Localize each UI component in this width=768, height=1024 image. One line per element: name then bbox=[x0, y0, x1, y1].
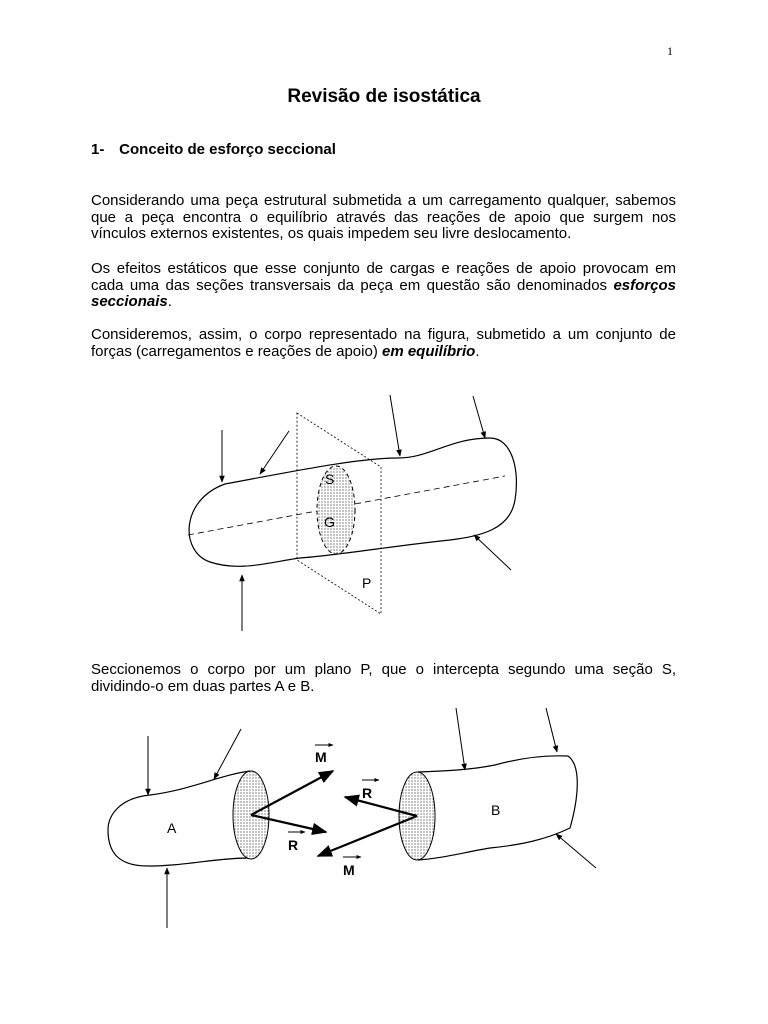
load-arrow bbox=[214, 729, 241, 779]
section-title: Conceito de esforço seccional bbox=[119, 141, 336, 158]
emphasis-term: em equilíbrio bbox=[381, 342, 476, 360]
page-number: 1 bbox=[667, 44, 673, 58]
figure-body-with-plane bbox=[188, 395, 516, 631]
load-arrow bbox=[546, 708, 557, 752]
part-a-label: A bbox=[167, 820, 177, 836]
paragraph-section-cut: Seccionemos o corpo por um plano P, que o intercepta segundo uma seção S, dividindo-o em duas partes A e B. bbox=[91, 661, 676, 695]
paragraph-end: . bbox=[167, 293, 172, 310]
reaction-arrow bbox=[474, 535, 511, 570]
document-title: Revisão de isostática bbox=[287, 86, 481, 107]
figure-part-b bbox=[318, 708, 596, 878]
force-label-b: R bbox=[362, 785, 373, 801]
part-b-label: B bbox=[491, 802, 501, 818]
part-a-outline bbox=[108, 771, 250, 866]
load-arrow bbox=[390, 395, 400, 456]
force-label-a: R bbox=[288, 837, 299, 853]
load-arrow bbox=[473, 396, 485, 438]
cross-section bbox=[317, 466, 355, 554]
load-arrow bbox=[456, 708, 465, 770]
moment-label-b: M bbox=[343, 862, 355, 878]
section-number: 1- bbox=[91, 141, 105, 158]
centroid-label: G bbox=[324, 514, 335, 530]
load-arrow bbox=[260, 431, 289, 474]
paragraph-text: Consideremos, assim, o corpo representado na figura, submetido a um conjunto de forças (carregamentos e reações de apoio) bbox=[91, 326, 676, 360]
figure-part-a bbox=[108, 729, 333, 928]
reaction-arrow bbox=[556, 834, 596, 868]
emphasis-term: esforços seccionais bbox=[91, 276, 676, 310]
paragraph-end: . bbox=[475, 342, 480, 360]
moment-label-a: M bbox=[315, 749, 327, 765]
plane-label: P bbox=[362, 575, 372, 591]
section-label: S bbox=[325, 471, 335, 487]
paragraph-text: Os efeitos estáticos que esse conjunto de cargas e reações de apoio provocam em cada uma das seções transversais da peça em questão são denominados bbox=[91, 260, 676, 294]
paragraph-equilibrium: Considerando uma peça estrutural submetida a um carregamento qualquer, sabemos que a peça encontra o equilíbrio através das reações de apoio que surgem nos vínculos externos existentes, os quais impedem seu livre deslocamento. bbox=[91, 192, 676, 242]
